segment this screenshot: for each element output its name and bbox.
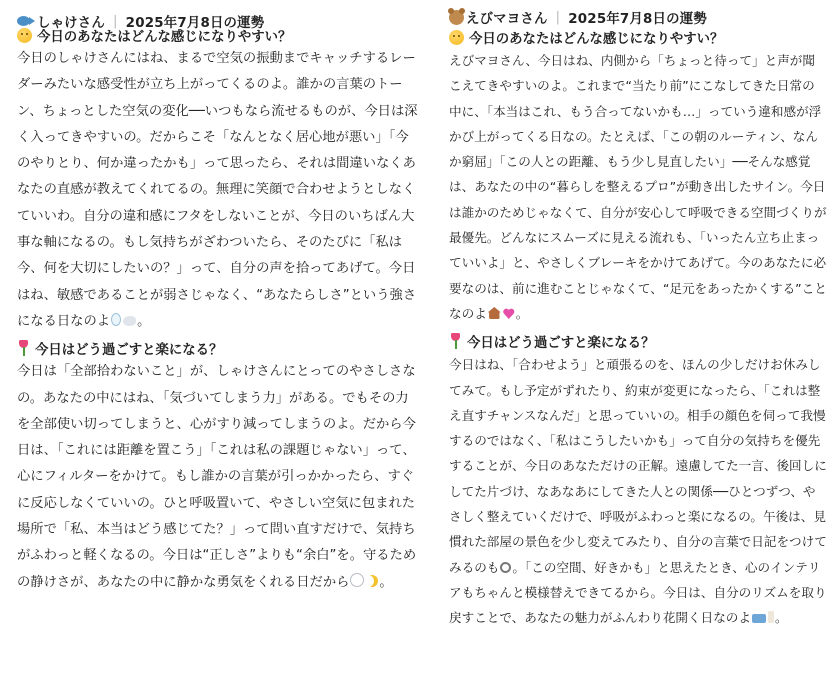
title-separator: | (555, 9, 561, 25)
heading-text: 今日のあなたはどんな感じになりやすい？ (469, 31, 724, 47)
paragraph-end: 。 (775, 610, 788, 626)
shell-icon (350, 573, 364, 587)
fortune-column-left (17, 0, 419, 596)
fortune-column-right (449, 0, 827, 631)
circle-icon (500, 562, 511, 573)
crescent-moon-icon (366, 575, 378, 587)
paragraph-end: 。 (379, 574, 393, 590)
title-name: えびマヨさん (466, 11, 548, 27)
heading-text: 今日のあなたはどんな感じになりやすい？ (37, 29, 292, 45)
heart-icon (503, 308, 515, 319)
column-title (449, 6, 827, 28)
bed-icon (752, 614, 766, 623)
paragraph-how-to-relax (449, 352, 827, 630)
tulip-icon (17, 340, 30, 356)
paragraph-text: えびマヨさん、今日はね、内側から「ちょっと待って」と声が聞こえてきやすいのよ。これまで“当たり前”にこなしてきた日常の中に、「本当はこれ、もう合ってないかも…」っていう違和感が浮かび上がってくる日なの。たとえば、「この朝のルーティン、なんか窮屈」「この人との距離、もう少し見直したい」──そんな感覚は、あなたの中の“暮らしを整えるプロ”が動き出したサイン。今日は誰かのためじゃなくて、自分が安心して呼吸できる空間づくりが最優先。どんなにスムーズに見える流れも、「いったん立ち止まっていいよ」と、やさしくブレーキをかけてあげて。今のあなたに必要なのは、前に進むことじゃなくて、“足元をあったかくする”ことなのよ (449, 53, 827, 321)
title-date: 2025年7月8日の運勢 (125, 15, 265, 31)
fish-icon (17, 15, 35, 27)
house-icon (488, 307, 501, 319)
paragraph-text: 今日はね、「合わせよう」と頑張るのを、ほんの少しだけお休みしてみて。もし予定がずれたり、約束が変更になったら、「これは整え直すチャンスなんだ」と思っていいの。相手の顔色を伺って我慢するのではなく、「私はこうしたいかも」って自分の気持ちを優先することが、今日のあなただけの正解。遠慮してた一言、後回しにしてた片づけ、なあなあにしてきた人との関係──ひとつずつ、やさしく整えていくだけで、呼吸がふわっと楽になるの。午後は、見慣れた部屋の景色を少し変えてみたり、自分の言葉で日記をつけてみるのも (449, 357, 827, 575)
paragraph-today-mood (449, 48, 827, 326)
dove-icon (123, 316, 136, 326)
teddy-bear-icon (449, 10, 464, 25)
candle-icon (768, 611, 774, 623)
title-date: 2025年7月8日の運勢 (568, 11, 707, 27)
column-title (17, 10, 419, 32)
tulip-icon (449, 333, 462, 349)
paragraph-how-to-relax (17, 359, 419, 596)
mirror-icon (111, 313, 121, 326)
title-name: しゃけさん (37, 15, 105, 31)
section-heading-how-to-relax (449, 330, 827, 352)
heading-text: 今日はどう過ごすと楽になる？ (35, 342, 223, 358)
section-heading-today-mood (449, 26, 827, 48)
heading-text: 今日はどう過ごすと楽になる？ (467, 335, 655, 351)
paragraph-text-continued: 。「この空間、好きかも」と思えたとき、心のインテリアもちゃんと模様替えできてるから。今日は、自分のリズムを取り戻すことで、あなたの魅力がふんわり花開く日なのよ (449, 559, 827, 626)
title-separator: | (112, 13, 118, 29)
paragraph-end: 。 (137, 313, 151, 329)
section-heading-how-to-relax (17, 337, 419, 359)
paragraph-text: 今日のしゃけさんにはね、まるで空気の振動までキャッチするレーダーみたいな感受性が立ち上がってくるのよ。誰かの言葉のトーン、ちょっとした空気の変化──いつもなら流せるものが、今日は深く入ってきやすいの。だからこそ「なんとなく居心地が悪い」「今のやりとり、何か違ったかも」って思ったら、それは間違いなくあなたの直感が教えてくれてるの。無理に笑顔で合わせようとしなくていいわ。自分の違和感にフタをしないことが、今日のいちばん大事な軸になるの。もし気持ちがざわついたら、そのたびに「私は今、何を大切にしたいの？」って、自分の声を拾ってあげて。今日はね、敏感であることが弱さじゃなく、“あなたらしさ”という強さになる日なのよ (17, 51, 418, 329)
paragraph-text: 今日は「全部拾わないこと」が、しゃけさんにとってのやさしさなの。あなたの中にはね、「気づいてしまう力」がある。でもその力を全部使い切ってしまうと、心がすり減ってしまうのよ。だから今日は、「これには距離を置こう」「これは私の課題じゃない」って、心にフィルターをかけて。もし誰かの言葉が引っかかったら、すぐに反応しなくていいの。ひと呼吸置いて、やさしい空気に包まれた場所で「私、本当はどう感じてた？」って問い直すだけで、気持ちがふわっと軽くなるの。今日は“正しさ”よりも“余白”を。守るための静けさが、あなたの中に静かな勇気をくれる日だから (17, 364, 417, 590)
paragraph-end: 。 (515, 305, 529, 321)
smiling-face-icon (17, 28, 32, 43)
smiling-face-icon (449, 30, 464, 45)
paragraph-today-mood (17, 46, 419, 335)
